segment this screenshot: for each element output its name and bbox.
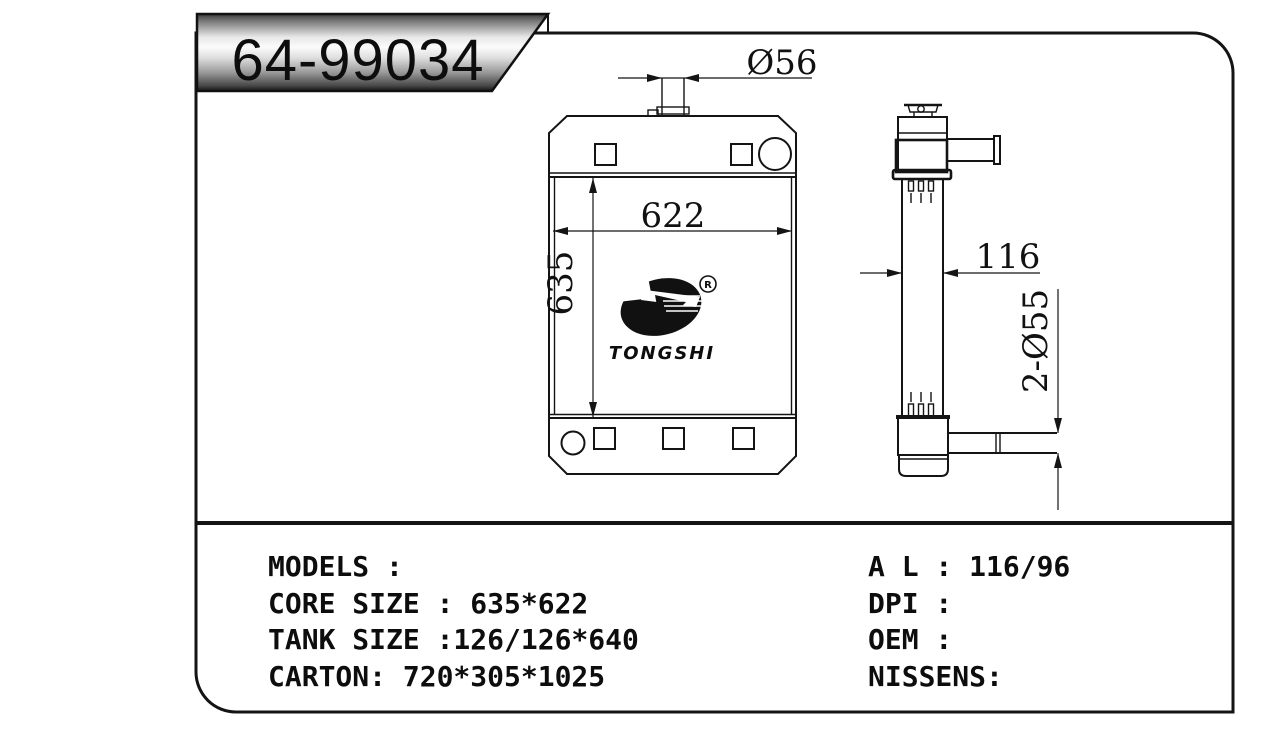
spec-tank-size: TANK SIZE :126/126*640 [268,623,639,656]
filler-dim-label: Ø56 [746,43,818,83]
top-tank-outline [549,116,796,177]
front-view [541,43,818,474]
height-dim-label: 635 [541,250,581,316]
arrowhead [777,227,792,235]
registered-mark: R [704,280,712,291]
side-top-tank [898,117,947,172]
mounting-hole [733,428,754,449]
arrowhead [943,269,958,277]
spec-core-size: CORE SIZE : 635*622 [268,587,589,620]
mounting-hole [595,144,616,165]
side-bottom-tank [898,417,948,455]
part-number-banner [197,14,548,93]
filler-dimension [618,43,818,83]
arrowhead [1054,418,1062,433]
spec-dpi: DPI : [868,587,953,620]
tongshi-logo [609,270,716,364]
top-fins [909,181,934,203]
spec-table [268,550,1070,693]
inlet-pipe-end [994,136,1000,164]
brand-name: TONGSHI [608,343,716,364]
side-top-tank-lower [896,140,947,172]
width-dim-label: 622 [640,196,706,236]
pipe-dim-label: 2-Ø55 [1016,288,1056,394]
width-dimension [553,196,792,236]
spec-oem: OEM : [868,623,953,656]
mounting-hole [731,144,752,165]
arrowhead [553,227,568,235]
inlet-pipe [947,139,994,161]
side-view [860,105,1062,510]
bottom-fins [909,392,934,416]
bottom-tank-port [562,432,585,455]
arrowhead [1054,453,1062,468]
top-tank-port [759,138,791,170]
arrowhead [887,269,902,277]
mounting-hole [663,428,684,449]
part-number: 64-99034 [231,28,485,93]
arrowhead [647,74,662,82]
arrowhead [684,74,699,82]
mounting-hole [594,428,615,449]
spec-carton: CARTON: 720*305*1025 [268,660,606,693]
spec-models: MODELS : [268,550,403,583]
side-bottom-cup [899,455,948,476]
depth-dim-label: 116 [975,237,1041,277]
cap-detail [918,106,924,112]
bottom-tank-outline [549,418,796,474]
pipe-dimension [1016,289,1062,510]
spec-al: A L : 116/96 [868,550,1071,583]
depth-dimension [860,237,1040,277]
arrowhead [589,178,597,193]
spec-nissens: NISSENS: [868,660,1003,693]
